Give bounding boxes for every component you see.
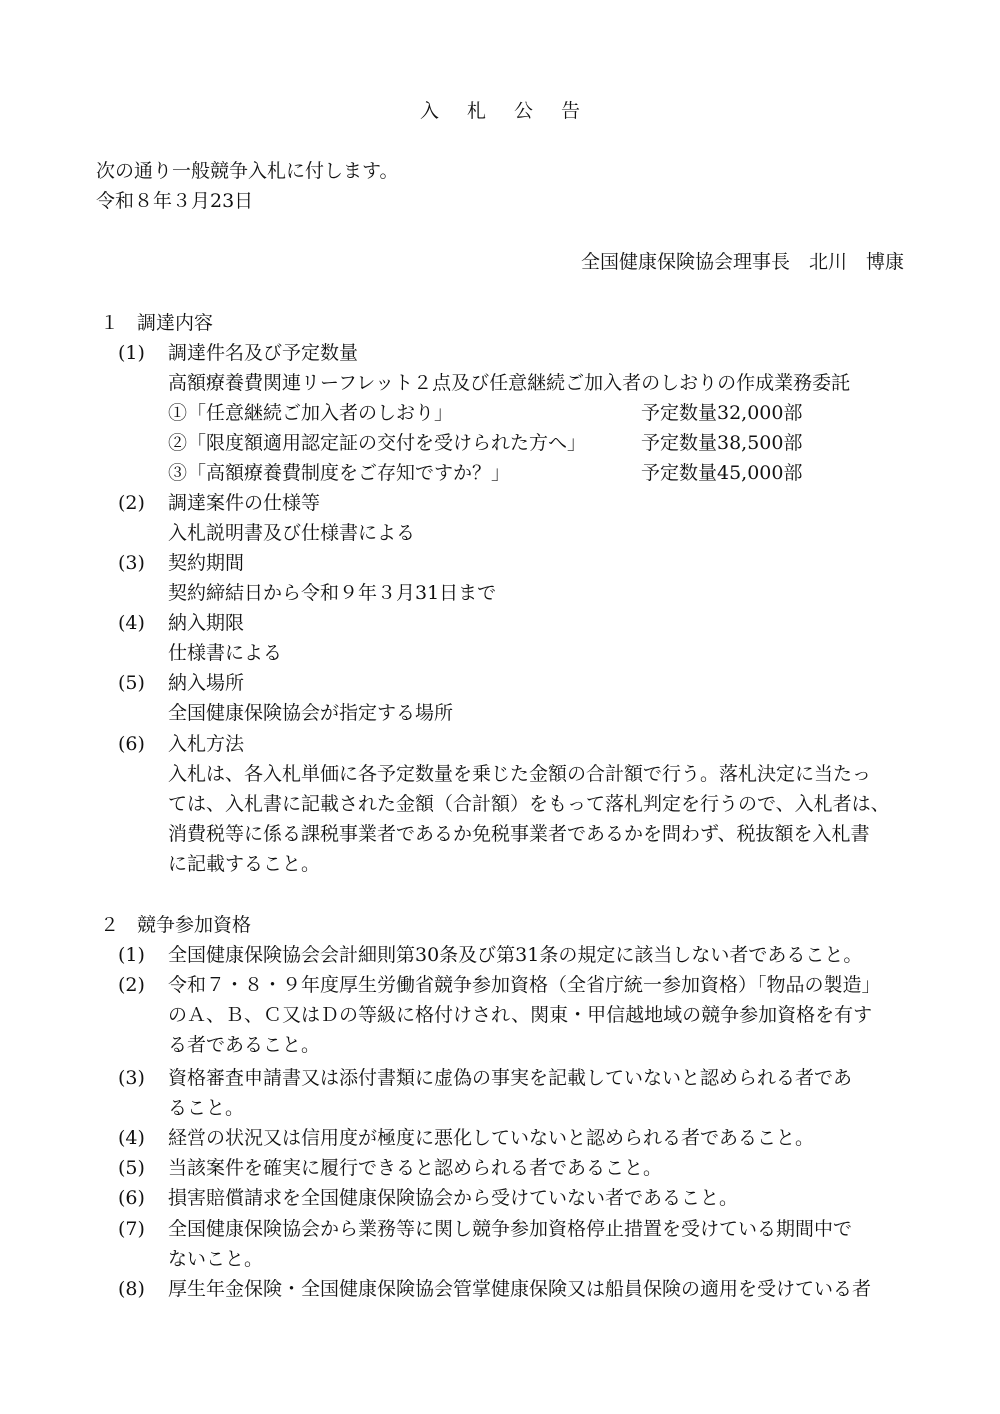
title-char: 札 — [466, 100, 486, 122]
item-number: (7) — [118, 1218, 145, 1240]
notice-date: 令和８年３月23日 — [96, 190, 254, 212]
page-title — [0, 96, 1000, 126]
item-number: (2) — [118, 974, 145, 996]
item-label: 納入場所 — [168, 672, 245, 694]
item-body: のＡ、Ｂ、Ｃ又はＤの等級に格付けされ、関東・甲信越地域の競争参加資格を有す — [168, 1004, 873, 1026]
item-body: 消費税等に係る課税事業者であるか免税事業者であるかを問わず、税抜額を入札書 — [168, 823, 870, 845]
item-body: 全国健康保険協会が指定する場所 — [168, 702, 454, 724]
title-char: 入 — [419, 100, 439, 122]
item-body: 全国健康保険協会会計細則第30条及び第31条の規定に該当しない者であること。 — [168, 944, 863, 966]
item-body: 契約締結日から令和９年３月31日まで — [168, 582, 497, 604]
item-number: (3) — [118, 552, 145, 574]
item-number: (2) — [118, 492, 145, 514]
sub-item-qty: 予定数量38,500部 — [641, 432, 803, 454]
item-label: 調達案件の仕様等 — [168, 492, 321, 514]
item-body: 入札は、各入札単価に各予定数量を乗じた金額の合計額で行う。落札決定に当たっ — [168, 763, 872, 785]
item-body: 仕様書による — [168, 642, 283, 664]
item-label: 調達件名及び予定数量 — [168, 342, 359, 364]
item-body: 損害賠償請求を全国健康保険協会から受けていない者であること。 — [168, 1187, 739, 1209]
section-number: ２ — [100, 914, 120, 936]
title-char: 告 — [561, 100, 581, 122]
item-body: 令和７・８・９年度厚生労働省競争参加資格（全省庁統一参加資格）「物品の製造」 — [168, 974, 881, 996]
item-number: (1) — [118, 944, 145, 966]
title-char: 公 — [514, 100, 534, 122]
item-label: 契約期間 — [168, 552, 245, 574]
item-label: 入札方法 — [168, 733, 245, 755]
sub-item-qty: 予定数量32,000部 — [641, 402, 803, 424]
sub-item-name: ①「任意継続ご加入者のしおり」 — [168, 402, 454, 424]
sub-item-qty: 予定数量45,000部 — [641, 462, 803, 484]
item-number: (6) — [118, 1187, 145, 1209]
intro-text: 次の通り一般競争入札に付します。 — [96, 160, 399, 182]
item-number: (5) — [118, 672, 145, 694]
sub-item-name: ②「限度額適用認定証の交付を受けられた方へ」 — [168, 432, 587, 454]
item-body: る者であること。 — [168, 1034, 321, 1056]
item-body: 資格審査申請書又は添付書類に虚偽の事実を記載していないと認められる者であ — [168, 1067, 853, 1089]
item-body: 当該案件を確実に履行できると認められる者であること。 — [168, 1157, 663, 1179]
section-heading: 競争参加資格 — [137, 914, 252, 936]
item-label: 納入期限 — [168, 612, 245, 634]
item-number: (4) — [118, 612, 145, 634]
item-body: ないこと。 — [168, 1248, 264, 1270]
item-body: 全国健康保険協会から業務等に関し競争参加資格停止措置を受けている期間中で — [168, 1218, 853, 1240]
item-body: 入札説明書及び仕様書による — [168, 522, 416, 544]
item-number: (5) — [118, 1157, 145, 1179]
section-heading: 調達内容 — [137, 312, 214, 334]
section-number: １ — [100, 312, 120, 334]
item-number: (1) — [118, 342, 145, 364]
item-number: (6) — [118, 733, 145, 755]
item-body: ては、入札書に記載された金額（合計額）をもって落札判定を行うので、入札者は、 — [168, 793, 890, 815]
item-number: (3) — [118, 1067, 145, 1089]
item-body: 高額療養費関連リーフレット２点及び任意継続ご加入者のしおりの作成業務委託 — [168, 372, 851, 394]
sub-item-name: ③「高額療養費制度をご存知ですか？」 — [168, 462, 511, 484]
item-body: 厚生年金保険・全国健康保険協会管掌健康保険又は船員保険の適用を受けている者 — [168, 1278, 872, 1300]
item-body: に記載すること。 — [168, 853, 321, 875]
item-body: 経営の状況又は信用度が極度に悪化していないと認められる者であること。 — [168, 1127, 815, 1149]
item-number: (8) — [118, 1278, 145, 1300]
item-body: ること。 — [168, 1097, 245, 1119]
issuer: 全国健康保険協会理事長 北川 博康 — [580, 251, 904, 273]
item-number: (4) — [118, 1127, 145, 1149]
